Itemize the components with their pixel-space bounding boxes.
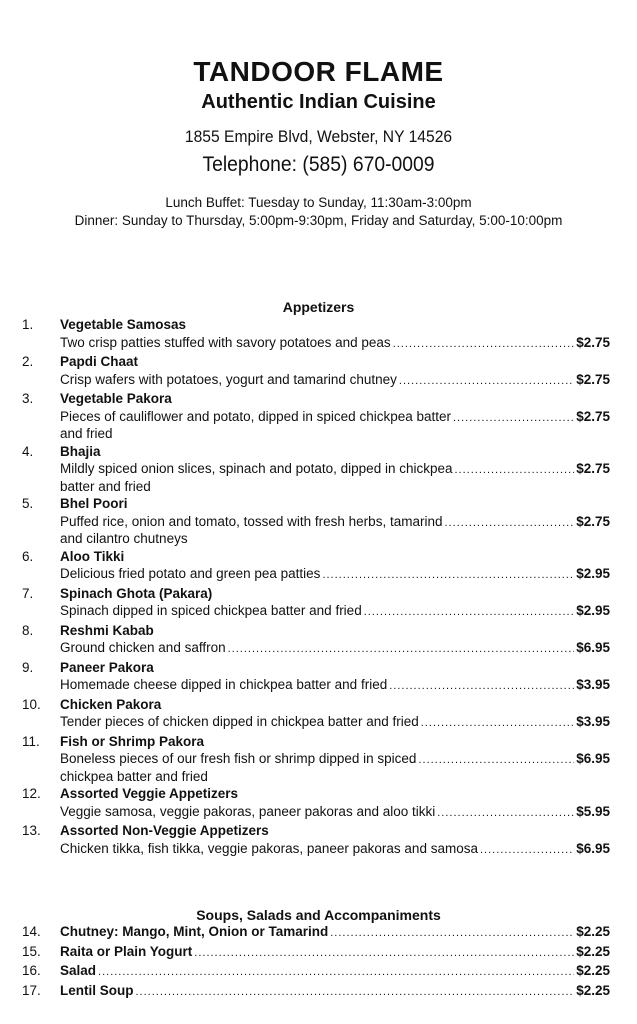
- item-description-row: [60, 676, 610, 696]
- item-number: 6.: [22, 548, 34, 564]
- item-number: 1.: [22, 317, 34, 332]
- soups-list: [22, 923, 610, 1001]
- item-price: $2.25: [576, 943, 610, 959]
- soups-title: Soups, Salads and Accompaniments: [196, 907, 441, 923]
- menu-item: [22, 316, 610, 353]
- item-description: Crisp wafers with potatoes, yogurt and tamarind chutney: [60, 371, 397, 387]
- item-name: Assorted Non-Veggie Appetizers: [60, 823, 269, 838]
- menu-item: [22, 962, 610, 982]
- item-description-row: [60, 371, 610, 391]
- dot-leader: [364, 604, 575, 622]
- dot-leader: [418, 752, 574, 770]
- item-description: Delicious fried potato and green pea patties: [60, 566, 321, 581]
- dot-leader: [330, 925, 574, 943]
- dot-leader: [453, 410, 574, 428]
- item-name-row: [60, 943, 610, 963]
- menu-item: [22, 733, 610, 786]
- item-name: Chicken Pakora: [60, 696, 162, 712]
- item-number: 3.: [22, 391, 34, 406]
- dot-leader: [322, 567, 574, 585]
- item-name-row: [60, 982, 610, 1002]
- menu-item: [22, 923, 610, 943]
- dot-leader: [389, 678, 574, 696]
- item-price: $3.95: [576, 714, 610, 729]
- item-number: 12.: [22, 786, 41, 801]
- item-number: 14.: [22, 924, 41, 939]
- item-description: Pieces of cauliflower and potato, dipped in spiced chickpea batter and fried: [60, 408, 451, 441]
- menu-item: [22, 822, 610, 859]
- item-number: 8.: [22, 622, 34, 638]
- menu-item: [22, 443, 610, 496]
- menu-item: [22, 495, 610, 548]
- item-price: $2.75: [576, 408, 610, 424]
- item-number: 16.: [22, 963, 41, 978]
- item-number: 10.: [22, 696, 41, 712]
- menu-item: [22, 390, 610, 443]
- menu-item: [22, 785, 610, 822]
- item-description: Spinach dipped in spiced chickpea batter and fried: [60, 603, 362, 618]
- item-price: $2.75: [576, 461, 610, 476]
- item-description-row: [60, 639, 610, 659]
- menu-header: [0, 56, 637, 230]
- appetizers-title: Appetizers: [282, 299, 355, 315]
- item-name: Papdi Chaat: [60, 354, 139, 369]
- item-name: Vegetable Pakora: [60, 391, 172, 406]
- item-name: Lentil Soup: [60, 982, 134, 998]
- dinner-hours: Dinner: Sunday to Thursday, 5:00pm-9:30pm, Friday and Saturday, 5:00-10:00pm: [74, 213, 563, 228]
- item-price: $2.75: [576, 334, 610, 350]
- item-description: Tender pieces of chicken dipped in chickpea batter and fried: [60, 714, 419, 729]
- item-description-row: [60, 513, 610, 548]
- dot-leader: [136, 984, 575, 1002]
- item-description: Veggie samosa, veggie pakoras, paneer pakoras and aloo tikki: [60, 803, 436, 819]
- dot-leader: [444, 515, 574, 533]
- menu-item: [22, 548, 610, 585]
- dot-leader: [98, 964, 574, 982]
- item-price: $6.95: [576, 751, 610, 766]
- lunch-hours: Lunch Buffet: Tuesday to Sunday, 11:30am-3:00pm: [165, 195, 472, 210]
- item-name: Vegetable Samosas: [60, 317, 187, 332]
- item-name-row: [60, 923, 610, 943]
- item-number: 15.: [22, 943, 41, 959]
- item-description: Chicken tikka, fish tikka, veggie pakoras, paneer pakoras and samosa: [60, 840, 478, 856]
- item-number: 11.: [22, 733, 40, 749]
- item-number: 5.: [22, 496, 34, 511]
- item-name: Bhel Poori: [60, 496, 128, 511]
- item-number: 17.: [22, 982, 41, 998]
- menu-item: [22, 353, 610, 390]
- dot-leader: [437, 805, 574, 823]
- menu-item: [22, 943, 610, 963]
- item-price: $6.95: [576, 840, 610, 856]
- item-description-row: [60, 803, 610, 823]
- item-price: $2.75: [576, 513, 610, 529]
- item-description-row: [60, 750, 610, 785]
- item-description-row: [60, 602, 610, 622]
- dot-leader: [228, 641, 575, 659]
- dot-leader: [399, 373, 574, 391]
- menu-item: [22, 982, 610, 1002]
- item-price: $2.25: [576, 982, 610, 998]
- item-name: Reshmi Kabab: [60, 622, 154, 638]
- item-description: Ground chicken and saffron: [60, 640, 226, 655]
- dot-leader: [393, 336, 575, 354]
- item-name: Chutney: Mango, Mint, Onion or Tamarind: [60, 924, 329, 939]
- dot-leader: [480, 842, 574, 860]
- item-name-row: [60, 962, 610, 982]
- item-name: Spinach Ghota (Pakara): [60, 585, 213, 601]
- item-name: Bhajia: [60, 443, 101, 459]
- restaurant-name: TANDOOR FLAME: [193, 56, 444, 87]
- item-name: Salad: [60, 963, 97, 978]
- hours: [0, 194, 637, 230]
- item-name: Raita or Plain Yogurt: [60, 943, 193, 959]
- item-name: Paneer Pakora: [60, 659, 154, 675]
- item-price: $2.95: [576, 566, 610, 581]
- item-description-row: [60, 713, 610, 733]
- item-number: 7.: [22, 585, 34, 601]
- dot-leader: [194, 945, 574, 963]
- tagline: Authentic Indian Cuisine: [201, 91, 436, 113]
- menu-item: [22, 696, 610, 733]
- address: 1855 Empire Blvd, Webster, NY 14526: [184, 127, 453, 146]
- item-description: Puffed rice, onion and tomato, tossed with fresh herbs, tamarind and cilantro chutneys: [60, 513, 443, 546]
- item-description-row: [60, 460, 610, 495]
- item-description-row: [60, 565, 610, 585]
- item-name: Assorted Veggie Appetizers: [60, 786, 239, 801]
- item-description-row: [60, 334, 610, 354]
- menu-item: [22, 585, 610, 622]
- item-description: Two crisp patties stuffed with savory potatoes and peas: [60, 334, 391, 350]
- item-number: 13.: [22, 823, 41, 838]
- appetizer-list: [22, 316, 610, 859]
- item-description: Boneless pieces of our fresh fish or shrimp dipped in spiced chickpea batter and fried: [60, 751, 417, 784]
- dot-leader: [455, 462, 575, 480]
- menu-item: [22, 622, 610, 659]
- item-price: $3.95: [576, 677, 610, 692]
- item-price: $5.95: [576, 803, 610, 819]
- item-number: 9.: [22, 659, 34, 675]
- item-number: 2.: [22, 354, 34, 369]
- item-price: $2.25: [576, 963, 610, 978]
- dot-leader: [421, 715, 574, 733]
- item-price: $6.95: [576, 640, 610, 655]
- item-name: Fish or Shrimp Pakora: [60, 733, 205, 749]
- item-number: 4.: [22, 443, 34, 459]
- item-price: $2.95: [576, 603, 610, 618]
- telephone: Telephone: (585) 670-0009: [202, 153, 435, 176]
- item-description: Homemade cheese dipped in chickpea batter and fried: [60, 677, 388, 692]
- menu-item: [22, 659, 610, 696]
- item-description-row: [60, 408, 610, 443]
- item-name: Aloo Tikki: [60, 548, 125, 564]
- item-price: $2.25: [576, 924, 610, 939]
- item-description-row: [60, 840, 610, 860]
- item-description: Mildly spiced onion slices, spinach and potato, dipped in chickpea batter and fried: [60, 461, 453, 494]
- item-price: $2.75: [576, 371, 610, 387]
